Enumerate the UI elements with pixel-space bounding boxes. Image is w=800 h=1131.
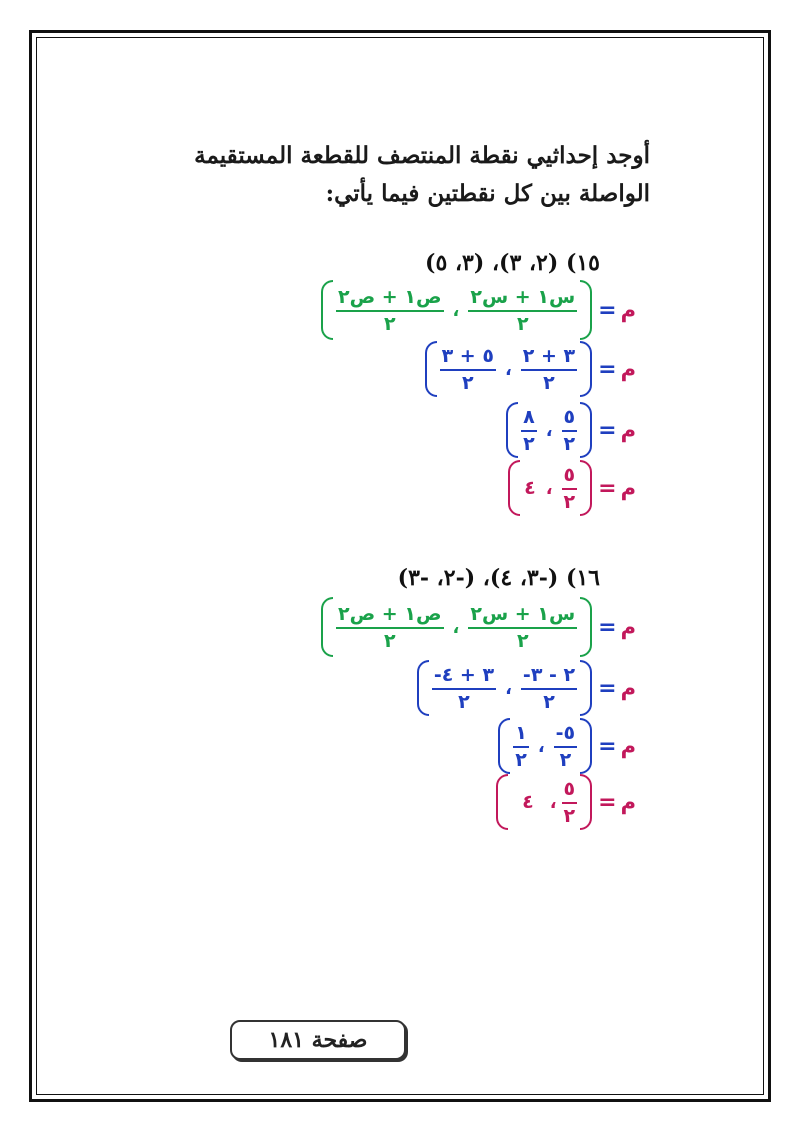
- problem-16-formula: $\frac{\text{ص١ + ص٢}}{٢}$ ، $\frac{\text{س١ + س٢}}{٢}$ = م: [321, 597, 636, 657]
- x-fraction: $\frac{\text{س١ + س٢}}{٢}$: [470, 285, 576, 335]
- problem-15-heading: ١٥) (٢، ٣)، (٣، ٥): [425, 250, 600, 276]
- problem-15-formula: $\frac{\text{ص١ + ص٢}}{٢}$ ، $\frac{\text{س١ + س٢}}{٢}$ = م: [321, 280, 636, 340]
- page-number-badge: صفحة ١٨١: [230, 1020, 406, 1060]
- problem-16-step1: $\frac{-٣ + ٤}{٢}$ ، $\frac{-٢ - ٣}{٢}$ = م: [417, 660, 636, 716]
- problem-16-answer: ٤ ، $\frac{٥}{٢}$ = م: [496, 774, 636, 830]
- y-fraction: $\frac{\text{ص١ + ص٢}}{٢}$: [338, 285, 442, 335]
- problem-15-step2: $\frac{٨}{٢}$ ، $\frac{٥}{٢}$ = م: [506, 402, 636, 458]
- problem-16-heading: ١٦) (-٣، ٤)، (-٢، -٣): [397, 565, 600, 591]
- problem-15-step1: $\frac{٥ + ٣}{٢}$ ، $\frac{٣ + ٢}{٢}$ = م: [425, 341, 636, 397]
- right-paren: [580, 280, 592, 340]
- question-instruction: أوجد إحداثيي نقطة المنتصف للقطعة المستقيمة الواصلة بين كل نقطتين فيما يأتي:: [194, 142, 650, 207]
- left-paren: [321, 280, 333, 340]
- problem-15-answer: ٤ ، $\frac{٥}{٢}$ = م: [508, 460, 636, 516]
- problem-16-step2: $\frac{١}{٢}$ ، $\frac{-٥}{٢}$ = م: [498, 718, 636, 774]
